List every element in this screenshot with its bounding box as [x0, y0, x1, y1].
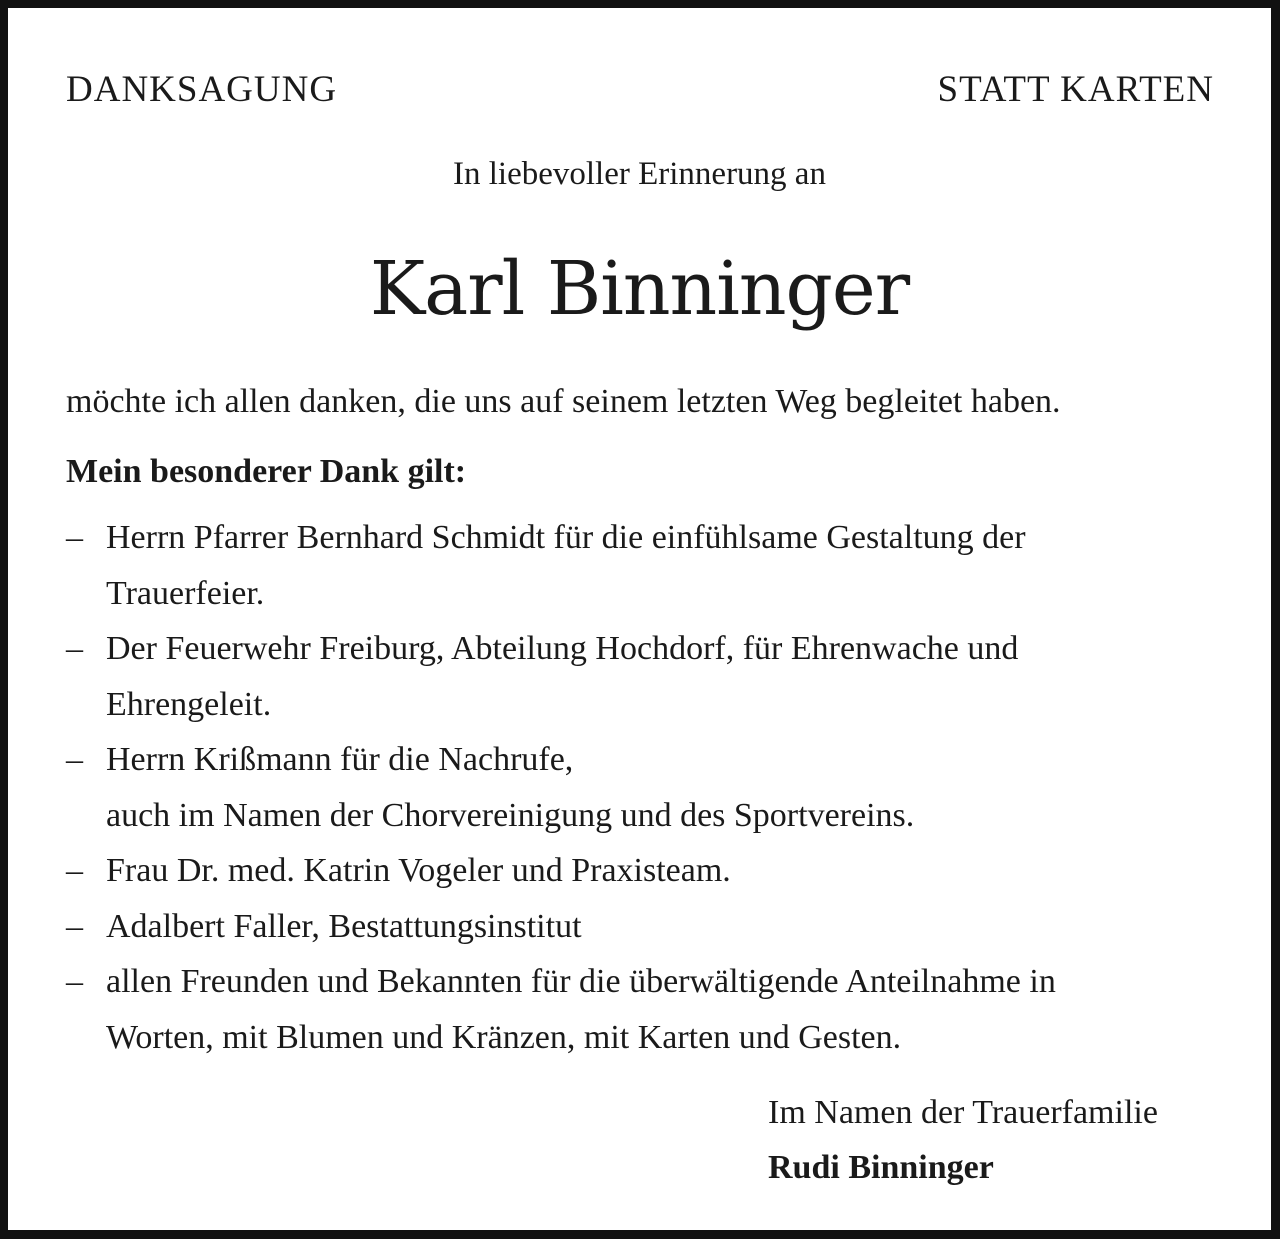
list-item-line: allen Freunden und Bekannten für die überwältigende Anteilnahme in [106, 963, 1056, 1000]
intro-line: In liebevoller Erinnerung an [453, 156, 826, 192]
list-item [66, 732, 1236, 843]
list-item-line: Herrn Pfarrer Bernhard Schmidt für die einfühlsame Gestaltung der [106, 519, 1026, 556]
list-item-line: Trauerfeier. [106, 574, 265, 612]
list-item-line: Ehrengeleit. [106, 685, 272, 723]
list-item-line: Herrn Krißmann für die Nachrufe, [106, 741, 574, 778]
list-item [66, 621, 1236, 732]
thanks-list [66, 510, 1236, 1065]
header-statt-karten: STATT KARTEN [937, 69, 1214, 110]
header-danksagung: DANKSAGUNG [66, 69, 338, 110]
thanks-line: möchte ich allen danken, die uns auf seinem letzten Weg begleitet haben. [66, 383, 1061, 420]
list-item [66, 510, 1236, 621]
list-item-line: auch im Namen der Chorvereinigung und des Sportvereins. [106, 796, 915, 834]
signer-name: Rudi Binninger [768, 1149, 994, 1186]
deceased-name: Karl Binninger [369, 246, 910, 332]
dash-bullet: – [66, 963, 83, 1000]
dash-bullet: – [66, 852, 83, 889]
list-item-line: Adalbert Faller, Bestattungsinstitut [106, 907, 582, 945]
list-item-line: Der Feuerwehr Freiburg, Abteilung Hochdorf, für Ehrenwache und [106, 630, 1019, 667]
dash-bullet: – [66, 907, 83, 945]
list-item-line: Frau Dr. med. Katrin Vogeler und Praxisteam. [106, 852, 731, 889]
signoff-line: Im Namen der Trauerfamilie [768, 1094, 1158, 1131]
list-item [66, 843, 1236, 899]
list-item [66, 899, 1236, 955]
list-item [66, 954, 1236, 1065]
dash-bullet: – [66, 630, 83, 667]
list-item-line: Worten, mit Blumen und Kränzen, mit Karten und Gesten. [106, 1018, 902, 1056]
special-thanks-heading: Mein besonderer Dank gilt: [66, 453, 467, 490]
dash-bullet: – [66, 741, 83, 778]
dash-bullet: – [66, 519, 83, 556]
